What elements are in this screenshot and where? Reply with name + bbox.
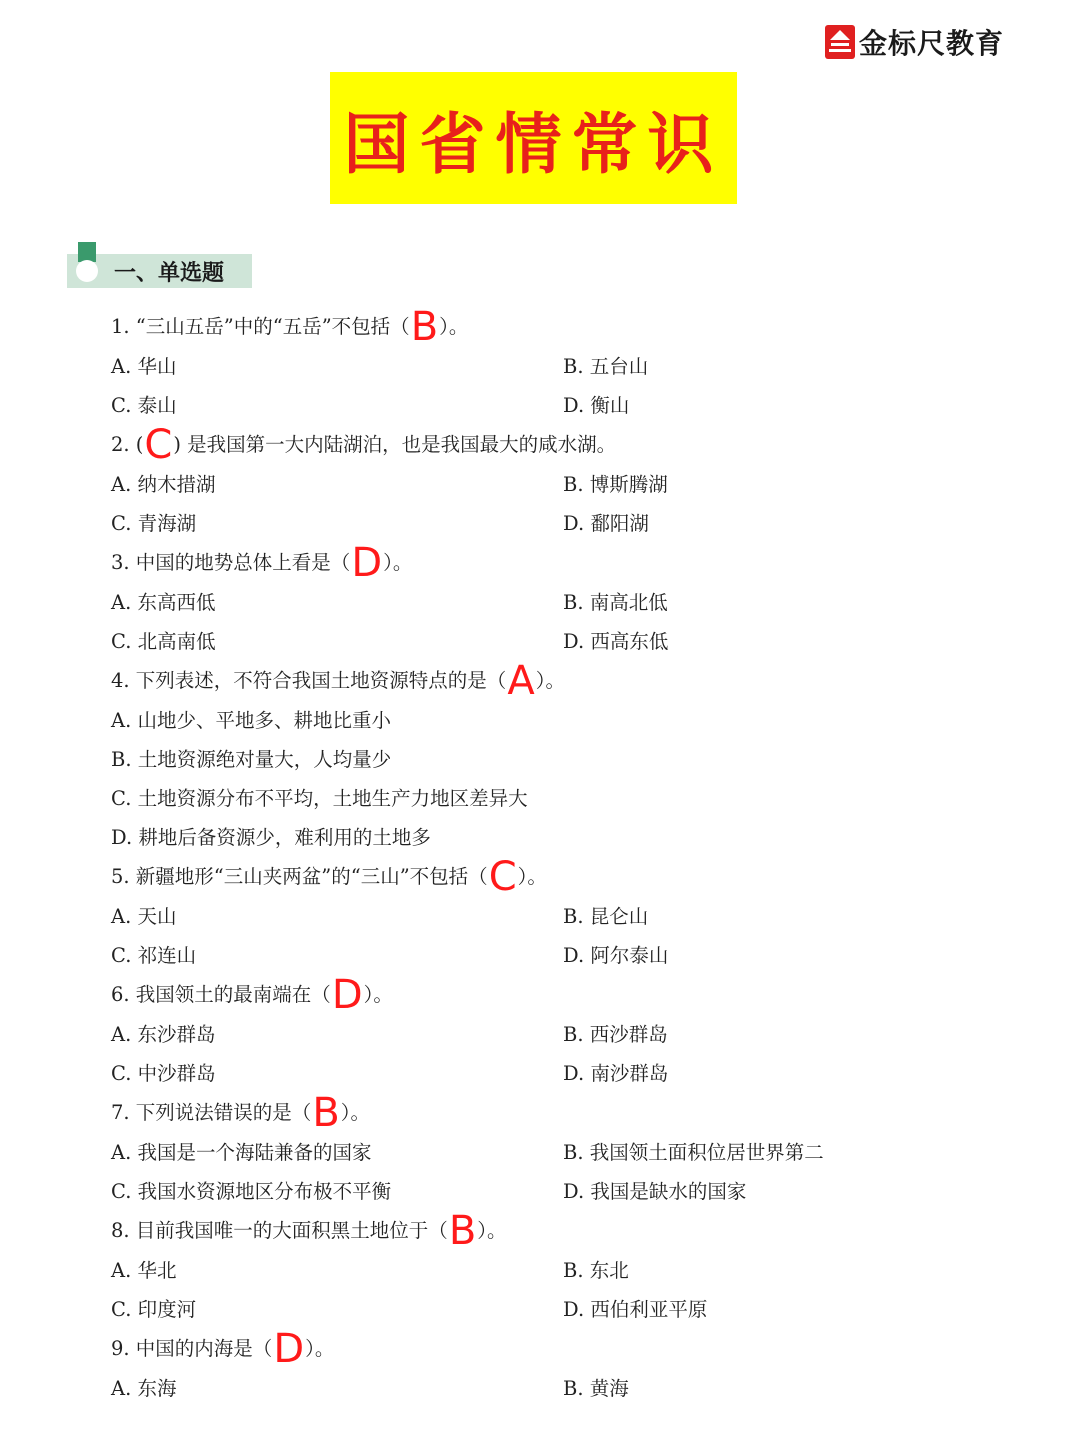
answer-mark: C (144, 422, 173, 468)
option-b: B. 西沙群岛 (563, 1023, 668, 1046)
option-d: D. 西高东低 (563, 630, 669, 653)
answer-mark: B (410, 304, 439, 350)
option-c: C. 青海湖 (111, 512, 197, 535)
option-a: A. 我国是一个海陆兼备的国家 (111, 1141, 372, 1164)
option-c: C. 祁连山 (111, 944, 197, 967)
answer-mark: D (351, 540, 383, 586)
option-c: C. 北高南低 (111, 630, 216, 653)
option-a: A. 天山 (111, 905, 177, 928)
question-6: 6. 我国领土的最南端在（D）。 (111, 972, 393, 1018)
question-8: 8. 目前我国唯一的大面积黑土地位于（B）。 (111, 1208, 507, 1254)
option-b: B. 黄海 (563, 1377, 629, 1400)
answer-mark: C (488, 854, 517, 900)
option-b: B. 五台山 (563, 355, 649, 378)
answer-mark: B (312, 1090, 340, 1136)
option-d: D. 我国是缺水的国家 (563, 1180, 747, 1203)
answer-mark: A (507, 658, 535, 704)
option-d: D. 西伯利亚平原 (563, 1298, 708, 1321)
option-a: A. 山地少、平地多、耕地比重小 (111, 709, 391, 732)
option-b: B. 南高北低 (563, 591, 668, 614)
brand-name: 金标尺教育 (858, 27, 1004, 60)
question-1: 1. “三山五岳”中的“五岳”不包括（B）。 (111, 304, 469, 350)
question-2: 2. (C) 是我国第一大内陆湖泊，也是我国最大的咸水湖。 (111, 422, 617, 468)
option-b: B. 土地资源绝对量大，人均量少 (111, 748, 392, 771)
brand-logo (825, 22, 1004, 62)
question-5: 5. 新疆地形“三山夹两盆”的“三山”不包括（C）。 (111, 854, 547, 900)
question-7: 7. 下列说法错误的是（B）。 (111, 1090, 371, 1136)
option-c: C. 我国水资源地区分布极不平衡 (111, 1180, 392, 1203)
option-a: A. 华北 (111, 1259, 177, 1282)
option-a: A. 纳木措湖 (111, 473, 216, 496)
option-a: A. 东沙群岛 (111, 1023, 216, 1046)
option-b: B. 东北 (563, 1259, 629, 1282)
option-d: D. 南沙群岛 (563, 1062, 669, 1085)
option-d: D. 鄱阳湖 (563, 512, 649, 535)
question-9: 9. 中国的内海是（D）。 (111, 1326, 335, 1372)
question-3: 3. 中国的地势总体上看是（D）。 (111, 540, 413, 586)
option-a: A. 东高西低 (111, 591, 216, 614)
option-c: C. 泰山 (111, 394, 177, 417)
page-title: 国省情常识 (343, 104, 724, 183)
option-c: C. 印度河 (111, 1298, 197, 1321)
option-d: D. 阿尔泰山 (563, 944, 669, 967)
answer-mark: D (331, 972, 363, 1018)
option-d: D. 衡山 (563, 394, 630, 417)
option-b: B. 我国领土面积位居世界第二 (563, 1141, 824, 1164)
question-4: 4. 下列表述，不符合我国土地资源特点的是（A）。 (111, 658, 565, 704)
option-b: B. 昆仑山 (563, 905, 649, 928)
section-title: 一、单选题 (114, 261, 225, 286)
option-d: D. 耕地后备资源少，难利用的土地多 (111, 826, 431, 849)
answer-mark: B (448, 1208, 477, 1254)
option-b: B. 博斯腾湖 (563, 473, 668, 496)
option-a: A. 东海 (111, 1377, 177, 1400)
section-dot-icon (76, 260, 98, 282)
option-c: C. 中沙群岛 (111, 1062, 216, 1085)
answer-mark: D (273, 1326, 305, 1372)
option-a: A. 华山 (111, 355, 177, 378)
option-c: C. 土地资源分布不平均，土地生产力地区差异大 (111, 787, 528, 810)
brand-mark-icon (825, 25, 855, 59)
section-tab-icon (78, 242, 96, 262)
title-banner (330, 72, 737, 204)
